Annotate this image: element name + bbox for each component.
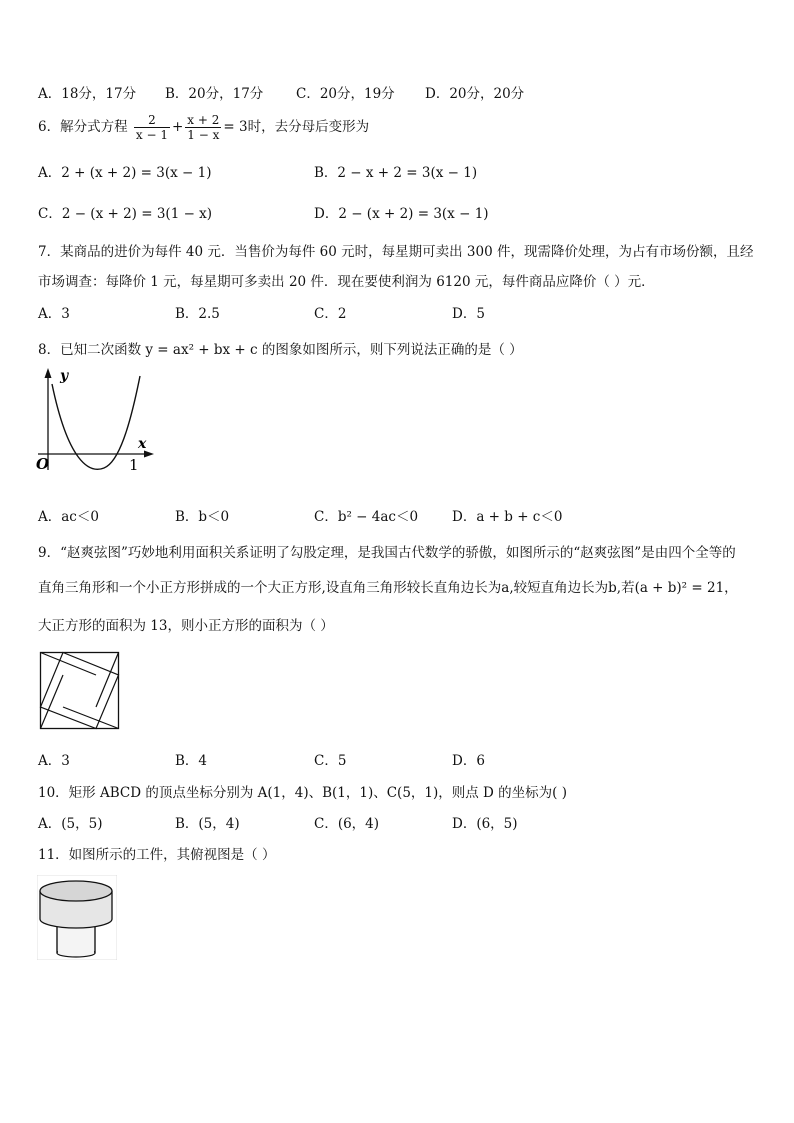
q10-stem: 10．矩形 ABCD 的顶点坐标分别为 A(1，4)、B(1，1)、C(5，1)，则点 D 的坐标为( ) xyxy=(38,785,567,801)
q10-option-d: D．(6，5) xyxy=(452,816,518,832)
y-axis-arrow-icon xyxy=(45,368,52,378)
q9-option-d: D．6 xyxy=(452,753,485,769)
q6-option-b: B．2 − x + 2 = 3(x − 1) xyxy=(314,165,478,181)
q5-option-c: C．20分，19分 xyxy=(296,86,395,102)
q7-option-b: B．2.5 xyxy=(175,306,220,322)
q7-option-c: C．2 xyxy=(314,306,347,322)
q7-stem-line1: 7．某商品的进价为每件 40 元．当售价为每件 60 元时，每星期可卖出 300 件，现需降价处理，为占有市场份额，且经 xyxy=(38,244,754,260)
q6-option-c: C．2 − (x + 2) = 3(1 − x) xyxy=(38,206,213,222)
q10-option-c: C．(6，4) xyxy=(314,816,380,832)
zhao-shuang-diagram xyxy=(39,651,121,730)
q5-option-a: A．18分，17分 xyxy=(38,86,137,102)
parabola-curve xyxy=(52,376,140,469)
q6-stem xyxy=(38,108,369,146)
upper-cylinder-top xyxy=(40,881,112,901)
q5-option-d: D．20分，20分 xyxy=(425,86,525,102)
q9-stem-line3: 大正方形的面积为 13，则小正方形的面积为（ ） xyxy=(38,618,334,634)
q8-stem: 8．已知二次函数 y = ax² + bx + c 的图象如图所示，则下列说法正确的是（ ） xyxy=(38,342,523,358)
q6-frac2-numerator: x + 2 xyxy=(187,113,220,127)
q6-frac1-denominator: x − 1 xyxy=(135,128,168,142)
x-label: x xyxy=(138,436,147,452)
q9-stem-line1: 9．“赵爽弦图”巧妙地利用面积关系证明了勾股定理，是我国古代数学的骄傲，如图所示的“赵爽弦图”是由四个全等的 xyxy=(38,545,736,561)
q6-prefix: 6．解分式方程 xyxy=(38,119,128,135)
q8-option-b: B．b＜0 xyxy=(175,509,230,525)
q9-option-b: B．4 xyxy=(175,753,208,769)
outer-square xyxy=(41,653,119,729)
q9-option-c: C．5 xyxy=(314,753,347,769)
workpiece-3d-figure xyxy=(37,875,117,960)
q8-parabola-graph xyxy=(34,366,156,474)
q6-equals: = 3 xyxy=(223,119,248,135)
one-label: 1 xyxy=(129,456,139,474)
q8-option-d: D．a + b + c＜0 xyxy=(452,509,563,525)
lower-cylinder-fill xyxy=(58,937,94,953)
q8-option-a: A．ac＜0 xyxy=(38,509,99,525)
q6-option-a: A．2 + (x + 2) = 3(x − 1) xyxy=(38,165,212,181)
q6-option-d: D．2 − (x + 2) = 3(x − 1) xyxy=(314,206,489,222)
y-label: y xyxy=(60,368,69,384)
triangle-edge-3 xyxy=(63,707,119,729)
q8-option-c: C．b² − 4ac＜0 xyxy=(314,509,419,525)
q10-option-b: B．(5，4) xyxy=(175,816,240,832)
q7-option-a: A．3 xyxy=(38,306,70,322)
q7-option-d: D．5 xyxy=(452,306,485,322)
q6-fraction-2 xyxy=(185,113,221,142)
triangle-edge-2 xyxy=(96,653,119,708)
q6-suffix: 时，去分母后变形为 xyxy=(247,119,370,135)
q6-fraction-1 xyxy=(134,113,170,142)
triangle-edge-4 xyxy=(41,675,64,729)
q5-option-b: B．20分，17分 xyxy=(165,86,264,102)
q11-stem: 11．如图所示的工件，其俯视图是（ ） xyxy=(38,847,276,863)
q7-stem-line2: 市场调查：每降价 1 元，每星期可多卖出 20 件．现在要使利润为 6120 元，每件商品应降价（ ）元． xyxy=(38,274,655,290)
q10-option-a: A．(5，5) xyxy=(38,816,103,832)
inner-tilted-square xyxy=(41,653,119,729)
q9-stem-line2: 直角三角形和一个小正方形拼成的一个大正方形,设直角三角形较长直角边长为a,较短直角边长为b,若(a + b)² = 21， xyxy=(38,580,738,596)
q6-plus: + xyxy=(171,119,184,135)
triangle-edge-1 xyxy=(41,653,97,676)
q6-frac1-numerator: 2 xyxy=(148,113,156,127)
q6-frac2-denominator: 1 − x xyxy=(187,128,220,142)
origin-label: O xyxy=(36,455,50,473)
q9-option-a: A．3 xyxy=(38,753,70,769)
